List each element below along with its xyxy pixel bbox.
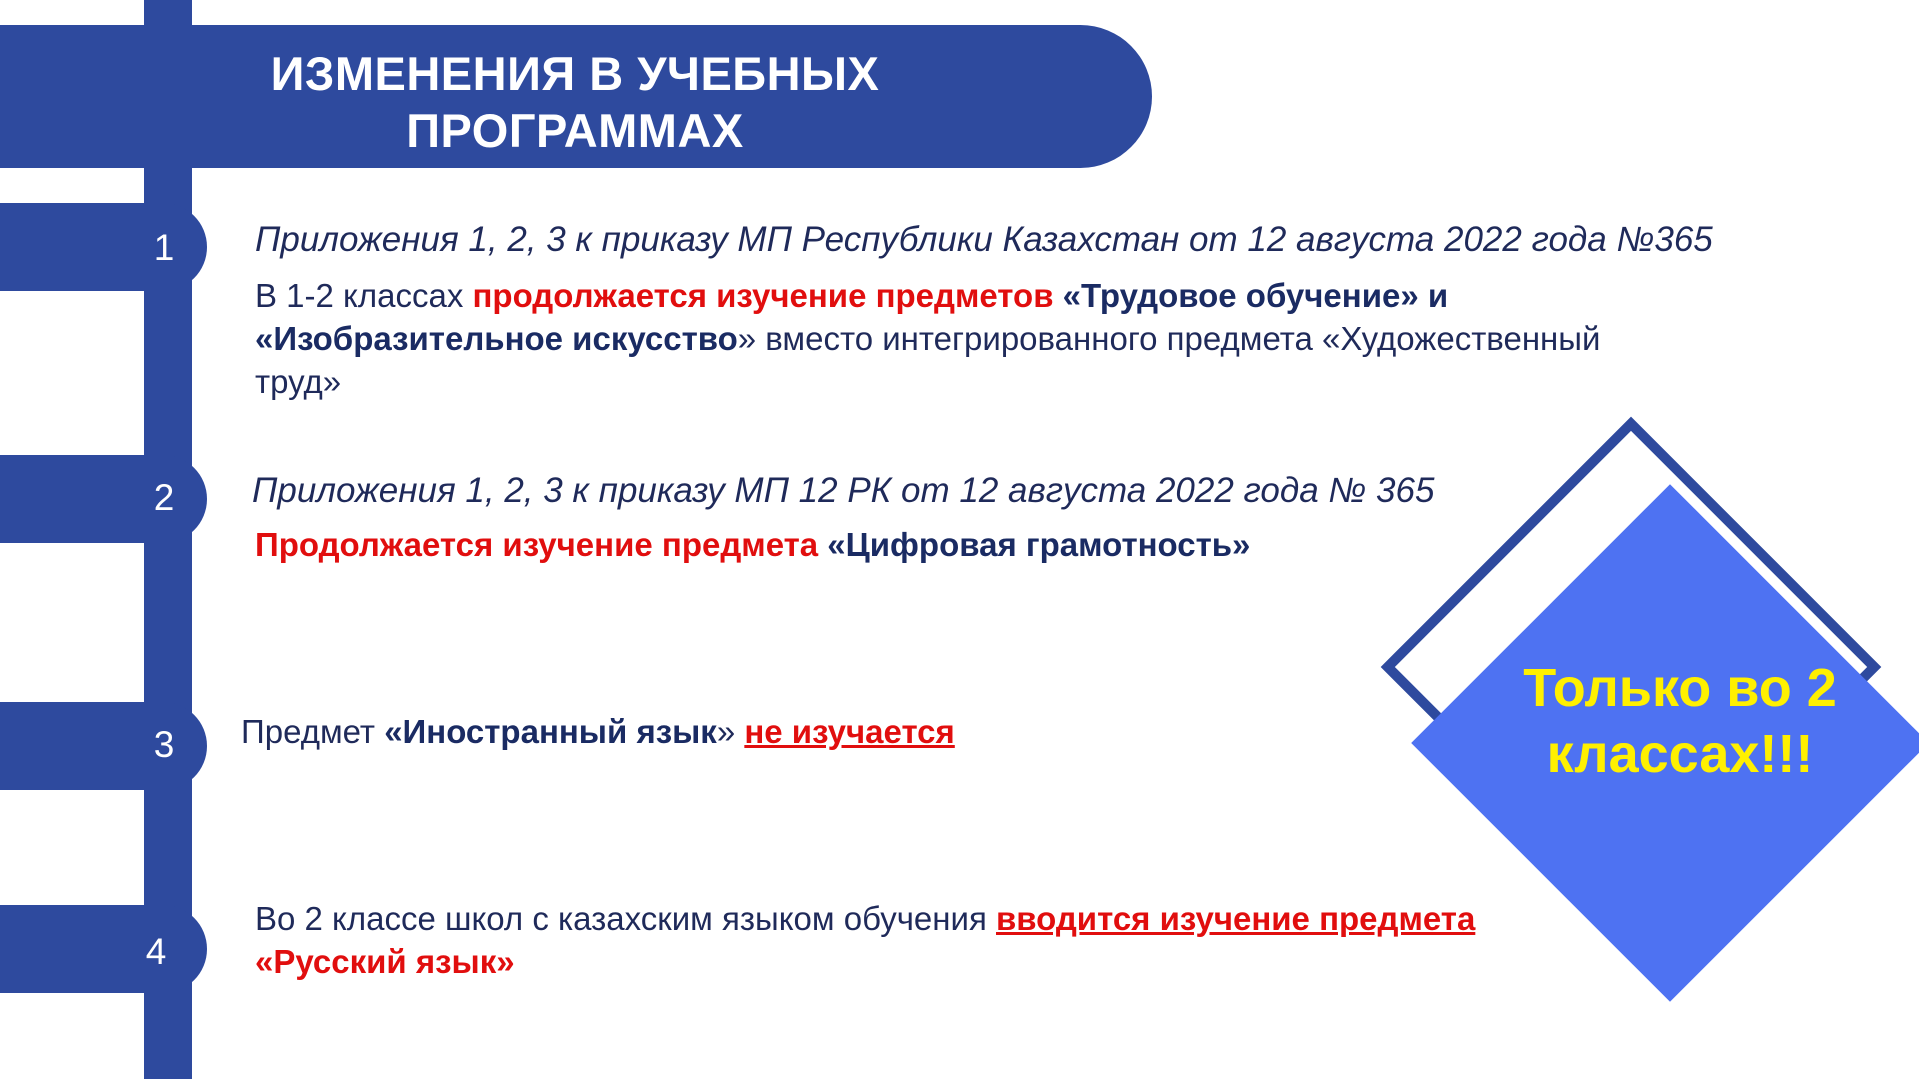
item-3-subject: «Иностранный язык — [384, 713, 717, 750]
item-3-highlight: не изучается — [744, 713, 955, 750]
item-3-text-part: Предмет — [241, 713, 385, 750]
callout-text — [1470, 655, 1890, 787]
item-2 — [252, 469, 1552, 566]
item-1-text-part: » вместо интегрированного предмета «Художественный — [737, 320, 1601, 357]
callout-line-1: Только во 2 — [1523, 658, 1837, 718]
item-2-highlight: Продолжается изучение предмета — [255, 526, 819, 563]
item-4 — [255, 897, 1655, 983]
title-line-1: ИЗМЕНЕНИЯ В УЧЕБНЫХ — [270, 47, 880, 100]
item-3-text-part: » — [716, 713, 745, 750]
item-2-subject: «Цифровая грамотность» — [818, 526, 1251, 563]
step-number-1: 1 — [153, 227, 175, 268]
item-4-highlight: вводится изучение предмета — [996, 900, 1476, 937]
step-number-4: 4 — [145, 931, 167, 972]
item-1-subject-2: «Изобразительное искусство — [255, 320, 738, 357]
callout-line-2: классах!!! — [1546, 724, 1814, 784]
item-1-subject-1: «Трудовое обучение» и — [1053, 277, 1449, 314]
page-title — [240, 45, 910, 159]
item-1 — [255, 218, 1815, 403]
step-number-2: 2 — [153, 477, 175, 518]
item-1-text-part: труд» — [255, 363, 342, 400]
item-2-reference: Приложения 1, 2, 3 к приказу МП 12 РК от 12 августа 2022 года № 365 — [252, 471, 1435, 510]
item-4-text-part: Во 2 классе школ с казахским языком обучения — [255, 900, 996, 937]
item-1-reference: Приложения 1, 2, 3 к приказу МП Республики Казахстан от 12 августа 2022 года №365 — [255, 220, 1713, 259]
step-number-3: 3 — [153, 724, 175, 765]
item-3 — [241, 710, 1241, 753]
item-1-text — [255, 274, 1775, 403]
item-2-text — [255, 523, 1552, 566]
item-4-subject: «Русский язык» — [255, 943, 515, 980]
item-1-text-part: В 1-2 классах — [255, 277, 473, 314]
item-1-highlight: продолжается изучение предметов — [472, 277, 1054, 314]
title-line-2: ПРОГРАММАХ — [406, 104, 744, 157]
